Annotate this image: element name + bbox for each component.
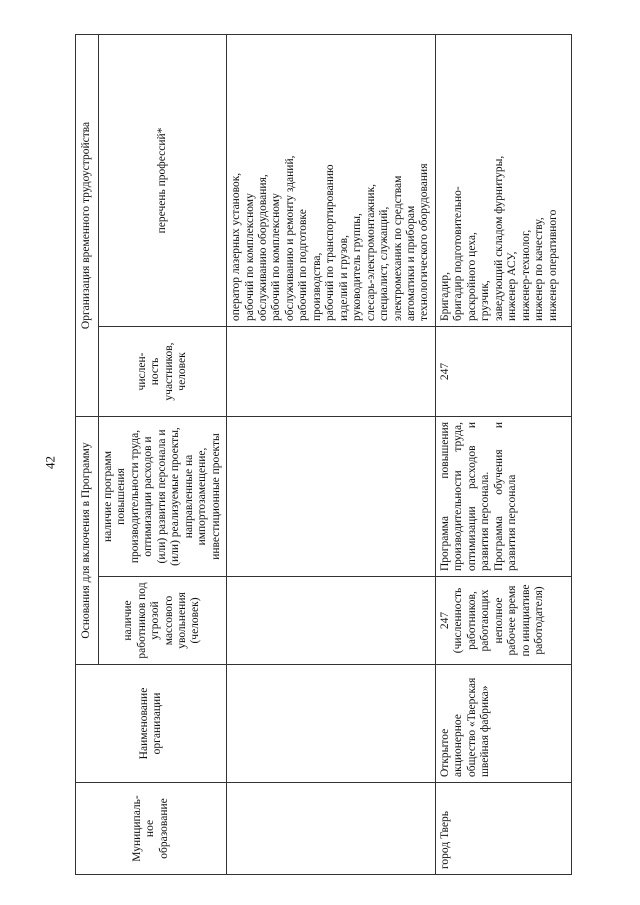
profession-item: рабочий по транспортированию (324, 164, 337, 321)
profession-item: изделий и грузов, (337, 235, 350, 321)
profession-item: инженер-технолог, (519, 229, 532, 321)
table-row (435, 34, 571, 874)
profession-item: инженер по качеству, (533, 217, 546, 321)
cell-participants: 247 (435, 327, 571, 417)
cell-organization: Открытое акционерное общество «Тверская швейная фабрика» (435, 665, 571, 783)
table-row (227, 34, 436, 874)
header-temp-employment-group: Организация временного трудоустройства (76, 34, 99, 416)
profession-item: грузчик, (479, 280, 492, 321)
cell-programs: Программа повышения производительности труда, оптимизации расходов и развития персонала. Программа обучения и развития персонала (435, 417, 571, 577)
profession-item: рабочий по комплексному (243, 193, 256, 321)
profession-item: инженер АСУ, (506, 251, 519, 321)
profession-item: специалист, служащий, (378, 206, 391, 321)
profession-item: обслуживанию оборудования, (256, 174, 269, 321)
profession-item: оператор лазерных установок, (230, 172, 243, 321)
cell-professions (227, 34, 436, 326)
profession-item: технологического оборудования (418, 163, 431, 321)
cell-programs (227, 417, 436, 577)
cell-professions (435, 34, 571, 326)
header-professions: перечень профессий* (99, 34, 227, 326)
profession-item: раскройного цеха, (465, 232, 478, 321)
cell-municipality: город Тверь (435, 783, 571, 875)
profession-item: слесарь-электромонтажник, (364, 183, 377, 321)
header-participants: числен- ность участников, человек (99, 327, 227, 417)
cell-organization (227, 665, 436, 783)
cell-participants (227, 327, 436, 417)
cell-workers (227, 577, 436, 665)
profession-item: обслуживанию и ремонту зданий, (283, 155, 296, 321)
profession-item: руководитель группы, (351, 213, 364, 321)
employment-program-table (75, 34, 572, 875)
profession-item: рабочий по комплексному (270, 193, 283, 321)
profession-item: бригадир подготовительно- (452, 186, 465, 321)
profession-item: автоматики и приборам (404, 205, 417, 321)
profession-item: заведующий складом фурнитуры, (492, 155, 505, 321)
profession-item: электромеханик по средствам (391, 175, 404, 321)
profession-item: инженер оперативного (546, 209, 559, 321)
profession-item: рабочий по подготовке (297, 209, 310, 321)
header-municipality: Муниципаль- ное образование (76, 783, 227, 875)
header-grounds-group: Основания для включения в Программу (76, 417, 99, 665)
header-organization-name: Наименование организации (76, 665, 227, 783)
page-number: 42 (42, 456, 58, 469)
cell-workers: 247 (численность работников, работающих неполное рабочее время по инициативе работодателя) (435, 577, 571, 665)
header-programs: наличие программ повышения производительности труда, оптимизации расходов и (или) развития персонала и (или) реализуемые проекты, направленные на импортозамещение, инвестиционные проекты (99, 417, 227, 577)
cell-municipality (227, 783, 436, 875)
header-workers-under-threat: наличие работников под угрозой массового увольнения (человек) (99, 577, 227, 665)
profession-item: Бригадир, (438, 272, 451, 321)
rotated-table-container (75, 35, 605, 875)
profession-item: производства, (310, 252, 323, 321)
